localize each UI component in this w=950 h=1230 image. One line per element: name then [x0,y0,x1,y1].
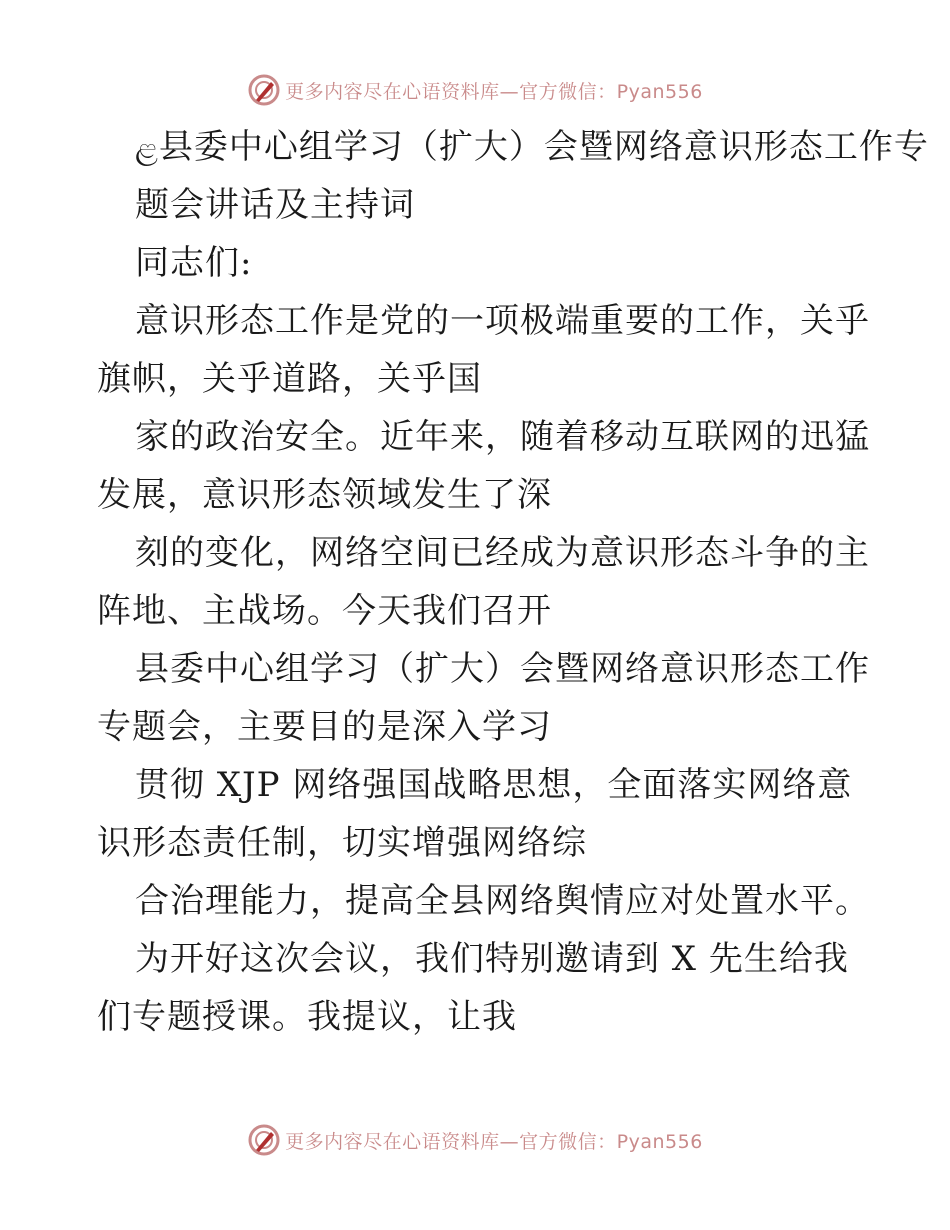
decorative-glyph-icon: ළ [135,131,159,166]
footer-banner [0,1120,950,1160]
pen-logo-icon [247,1123,281,1157]
banner-text: 更多内容尽在心语资料库—官方微信：Pyan556 [285,1130,703,1153]
document-title-line-1: ළ县委中心组学习（扩大）会暨网络意识形态工作专 [135,127,929,167]
text-line: 县委中心组学习（扩大）会暨网络意识形态工作 [135,649,870,689]
text-line: 合治理能力，提高全县网络舆情应对处置水平。 [135,881,870,921]
text-line: 阵地、主战场。今天我们召开 [97,591,552,631]
text-line: 们专题授课。我提议，让我 [97,997,517,1037]
document-body [97,118,929,1046]
text-line: 家的政治安全。近年来，随着移动互联网的迅猛 [135,417,870,457]
text-line: 贯彻 XJP 网络强国战略思想，全面落实网络意 [135,765,853,805]
header-banner [0,70,950,110]
text-line: 为开好这次会议，我们特别邀请到 X 先生给我 [135,939,849,979]
text-line: 旗帜，关乎道路，关乎国 [97,359,482,399]
text-line: 同志们: [135,243,253,283]
document-title-line-2: 题会讲话及主持词 [135,185,415,225]
pen-logo-icon [247,73,281,107]
text-line: 发展，意识形态领域发生了深 [97,475,552,515]
text-line: 专题会，主要目的是深入学习 [97,707,552,747]
text-line: 识形态责任制，切实增强网络综 [97,823,587,863]
text-line: 刻的变化，网络空间已经成为意识形态斗争的主 [135,533,870,573]
text-line: 意识形态工作是党的一项极端重要的工作，关乎 [135,301,870,341]
banner-text: 更多内容尽在心语资料库—官方微信：Pyan556 [285,80,703,103]
paragraph-lines [97,234,870,1046]
